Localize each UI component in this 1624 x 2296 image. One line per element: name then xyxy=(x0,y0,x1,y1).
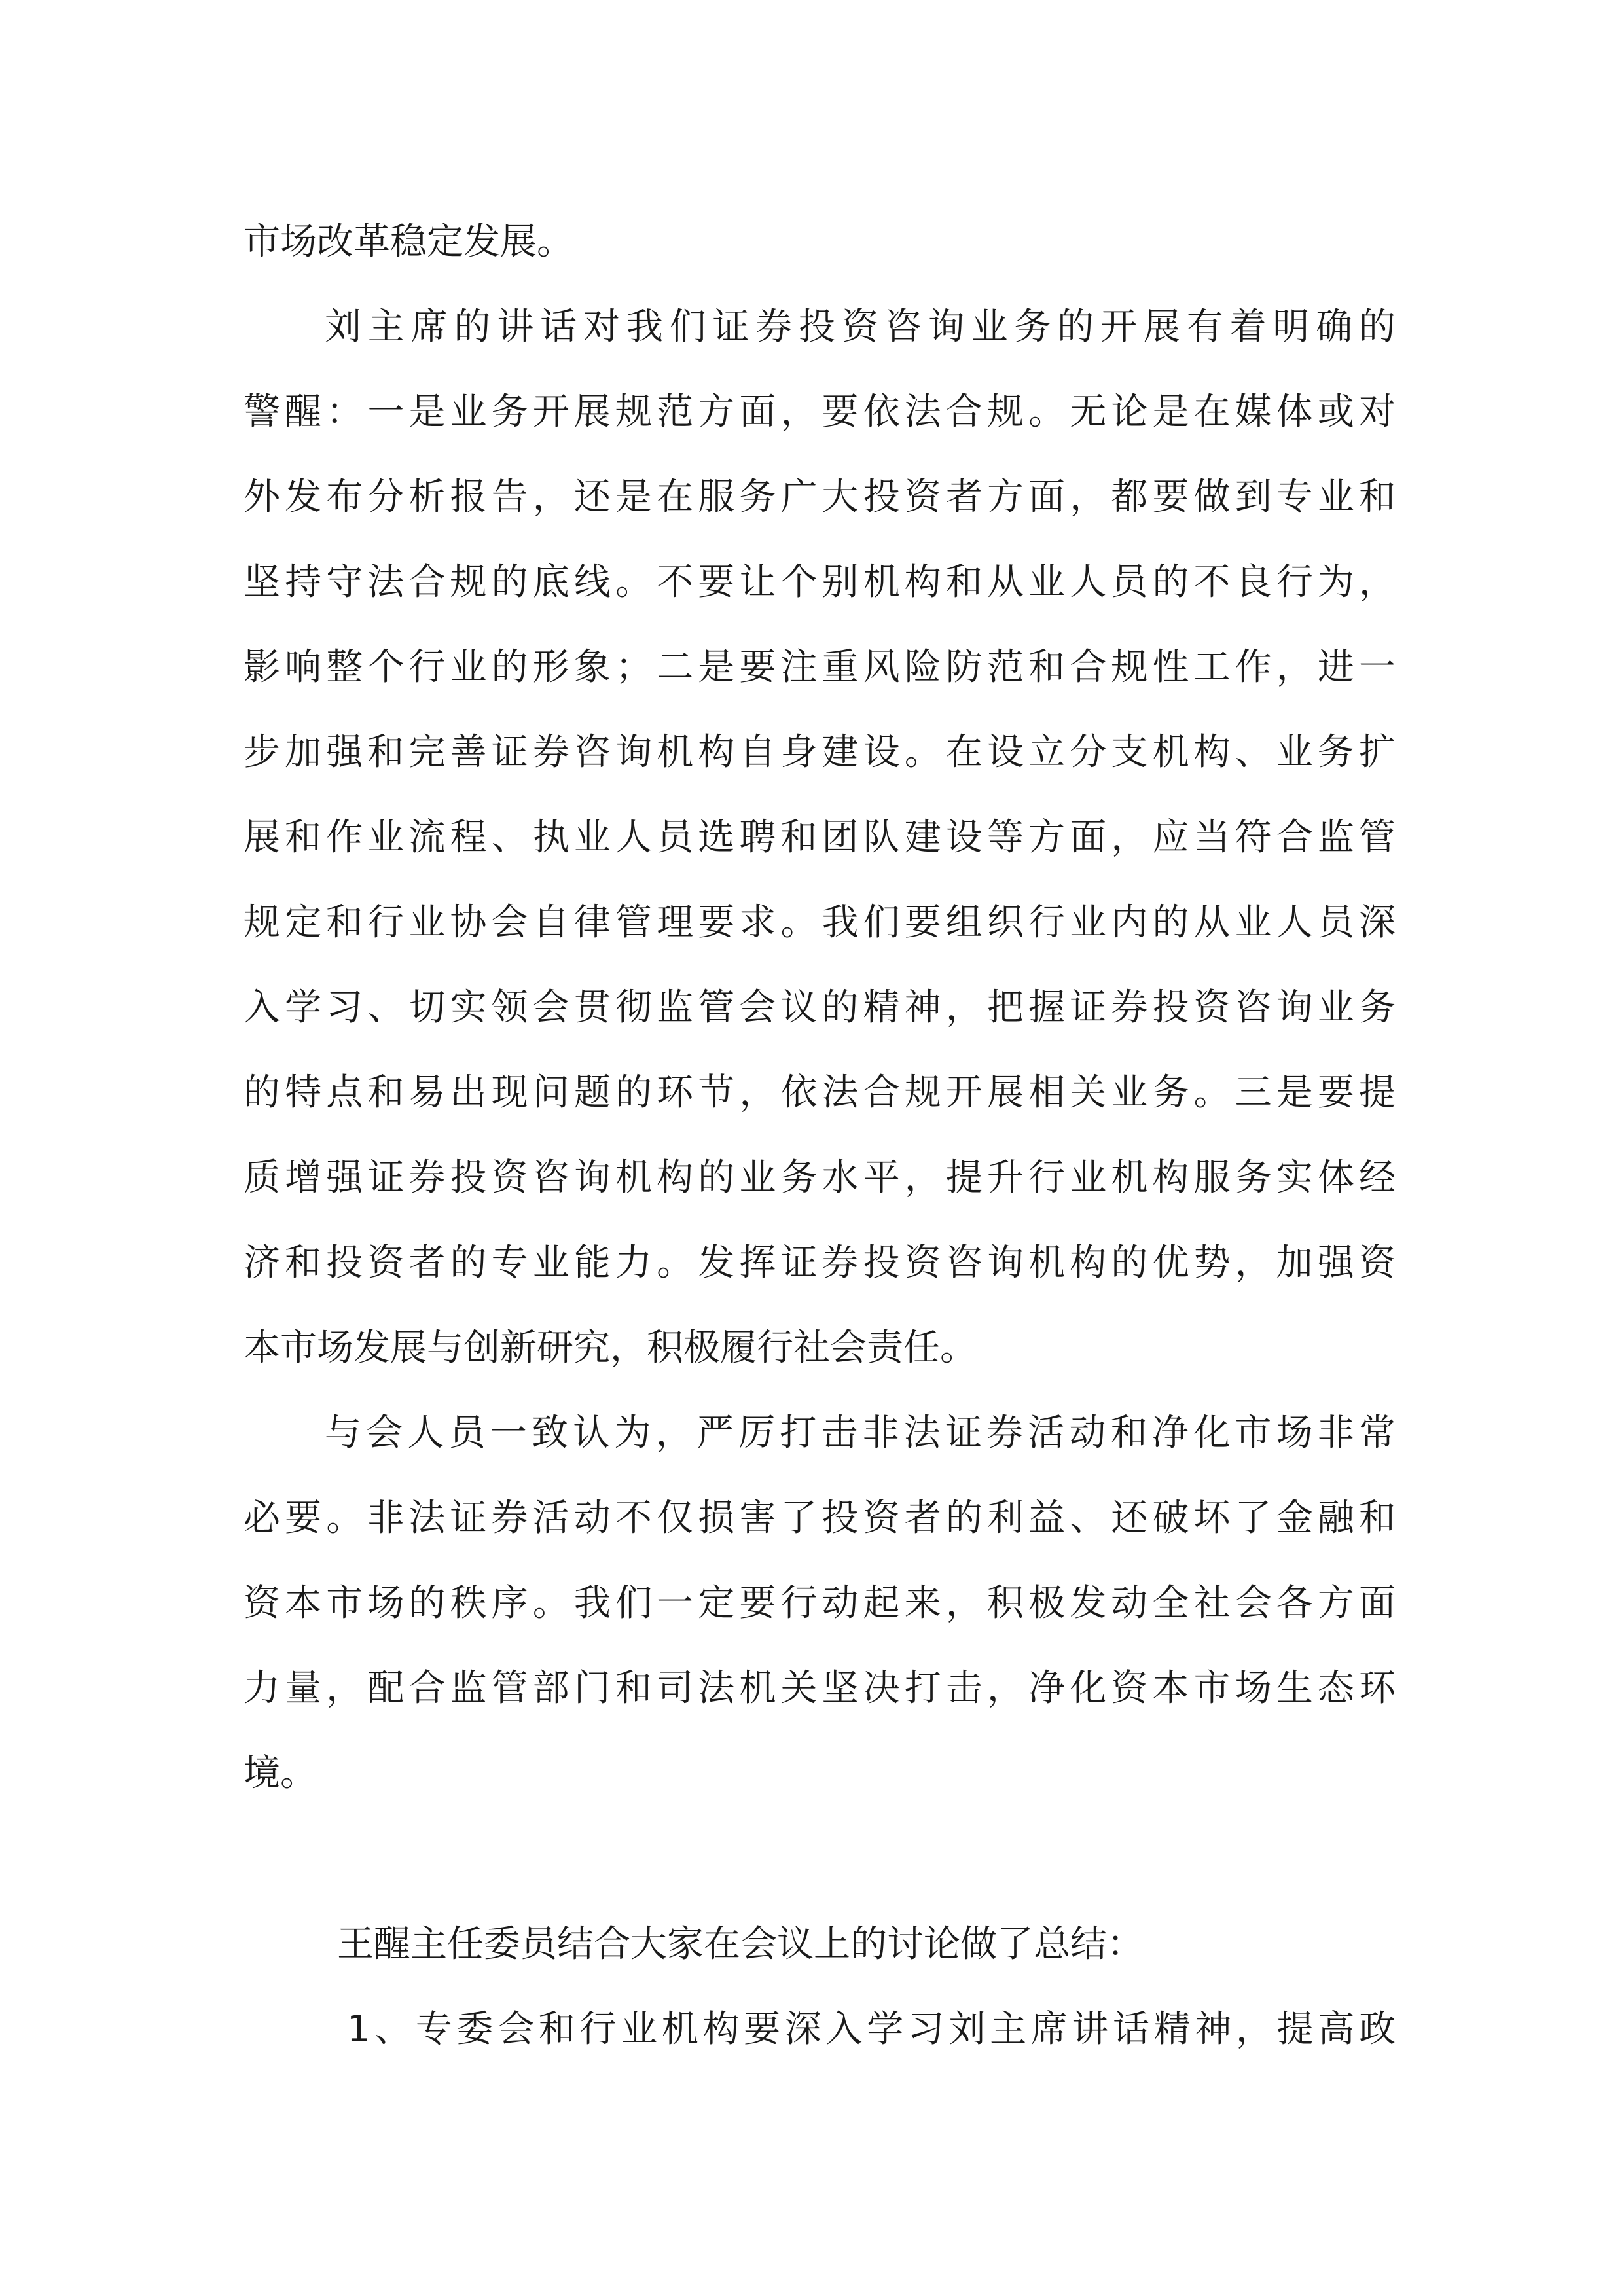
paragraph-line: 的特点和易出现问题的环节，依法合规开展相关业务。三是要提 xyxy=(244,1071,1396,1114)
paragraph-line: 坚持守法合规的底线。不要让个别机构和从业人员的不良行为， xyxy=(244,561,1396,603)
summary-heading: 王醒主任委员结合大家在会议上的讨论做了总结： xyxy=(337,1923,1144,1965)
paragraph-line: 济和投资者的专业能力。发挥证券投资咨询机构的优势，加强资 xyxy=(244,1242,1396,1284)
paragraph-line: 必要。非法证券活动不仅损害了投资者的利益、还破坏了金融和 xyxy=(244,1497,1396,1539)
paragraph-line: 市场改革稳定发展。 xyxy=(244,221,573,263)
paragraph-line: 境。 xyxy=(244,1752,317,1795)
paragraph-line: 展和作业流程、执业人员选聘和团队建设等方面，应当符合监管 xyxy=(244,816,1396,859)
list-item: 1、专委会和行业机构要深入学习刘主席讲话精神，提高政 xyxy=(347,2008,1396,2051)
paragraph-line: 资本市场的秩序。我们一定要行动起来，积极发动全社会各方面 xyxy=(244,1582,1396,1624)
paragraph-line: 警醒：一是业务开展规范方面，要依法合规。无论是在媒体或对 xyxy=(244,391,1396,433)
paragraph-line: 规定和行业协会自律管理要求。我们要组织行业内的从业人员深 xyxy=(244,901,1396,944)
paragraph-line: 步加强和完善证券咨询机构自身建设。在设立分支机构、业务扩 xyxy=(244,731,1396,774)
paragraph-line: 力量，配合监管部门和司法机关坚决打击，净化资本市场生态环 xyxy=(244,1667,1396,1710)
paragraph-line: 质增强证券投资咨询机构的业务水平，提升行业机构服务实体经 xyxy=(244,1157,1396,1199)
paragraph-line: 本市场发展与创新研究，积极履行社会责任。 xyxy=(244,1327,977,1369)
paragraph-line: 入学习、切实领会贯彻监管会议的精神，把握证券投资咨询业务 xyxy=(244,986,1396,1029)
paragraph-line: 与会人员一致认为，严厉打击非法证券活动和净化市场非常 xyxy=(325,1412,1396,1454)
paragraph-line: 外发布分析报告，还是在服务广大投资者方面，都要做到专业和 xyxy=(244,476,1396,518)
paragraph-line: 影响整个行业的形象；二是要注重风险防范和合规性工作，进一 xyxy=(244,646,1396,689)
paragraph-line: 刘主席的讲话对我们证券投资咨询业务的开展有着明确的 xyxy=(325,306,1396,348)
